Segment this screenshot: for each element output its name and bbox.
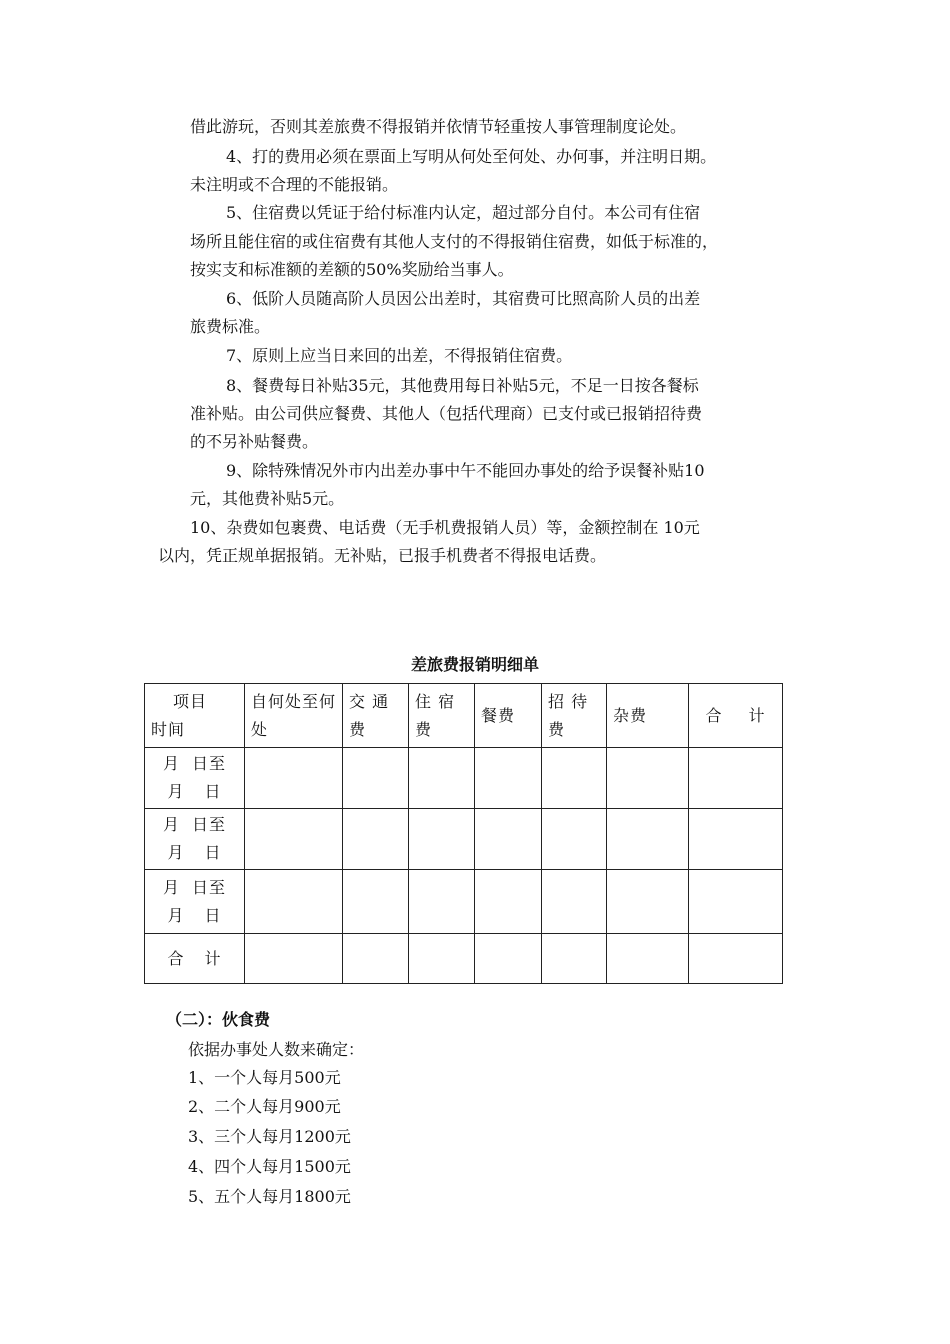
paragraph-line: 按实支和标准额的差额的50%奖励给当事人。 <box>190 260 514 279</box>
table-cell[interactable] <box>475 809 542 870</box>
table-cell[interactable] <box>409 870 475 934</box>
table-cell[interactable] <box>475 870 542 934</box>
list-item: 2、二个人每月900元 <box>188 1097 341 1116</box>
paragraph-line: 8、餐费每日补贴35元，其他费用每日补贴5元，不足一日按各餐标 <box>226 376 699 395</box>
table-cell[interactable] <box>245 809 343 870</box>
table-cell[interactable] <box>343 748 409 809</box>
paragraph-line: 7、原则上应当日来回的出差，不得报销住宿费。 <box>226 346 573 365</box>
table-cell[interactable] <box>409 748 475 809</box>
paragraph-line: 准补贴。由公司供应餐费、其他人（包括代理商）已支付或已报销招待费 <box>190 404 703 423</box>
table-cell[interactable] <box>409 809 475 870</box>
header-cell-entertainment: 招 待 费 <box>542 684 607 748</box>
paragraph-line: 以内，凭正规单据报销。无补贴，已报手机费者不得报电话费。 <box>158 546 607 565</box>
date-range-cell <box>145 748 245 809</box>
date-range-cell <box>145 870 245 934</box>
table-cell[interactable] <box>245 748 343 809</box>
date-to-label: 月 日 <box>167 843 222 862</box>
header-cell-transport: 交 通 费 <box>343 684 409 748</box>
paragraph-line: 未注明或不合理的不能报销。 <box>190 175 399 194</box>
date-from-label: 月 日至 <box>162 815 227 834</box>
paragraph-line: 的不另补贴餐费。 <box>190 432 319 451</box>
paragraph-line: 10、杂费如包裹费、电话费（无手机费报销人员）等，金额控制在 10元 <box>190 518 700 537</box>
paragraph-line: 5、住宿费以凭证于给付标准内认定，超过部分自付。本公司有住宿 <box>226 203 701 222</box>
header-cell-lodging: 住 宿 费 <box>409 684 475 748</box>
paragraph-line: 4、打的费用必须在票面上写明从何处至何处、办何事，并注明日期。 <box>226 147 717 166</box>
expense-table <box>144 683 783 984</box>
date-to-label: 月 日 <box>167 905 222 925</box>
table-row <box>145 748 783 809</box>
table-cell[interactable] <box>689 934 783 984</box>
section-heading: （二）：伙食费 <box>166 1010 271 1029</box>
header-cell-total: 合 计 <box>689 684 783 748</box>
total-row-label: 合 计 <box>145 934 245 984</box>
table-header-row <box>145 684 783 748</box>
table-cell[interactable] <box>607 809 689 870</box>
table-cell[interactable] <box>607 748 689 809</box>
list-item: 1、一个人每月500元 <box>188 1068 341 1087</box>
header-item-label: 项目 <box>173 691 208 711</box>
header-corner-cell <box>145 684 245 748</box>
header-cell-misc: 杂费 <box>607 684 689 748</box>
table-cell[interactable] <box>245 870 343 934</box>
date-from-label: 月 日至 <box>162 754 227 773</box>
table-cell[interactable] <box>542 934 607 984</box>
table-cell[interactable] <box>409 934 475 984</box>
table-cell[interactable] <box>245 934 343 984</box>
table-cell[interactable] <box>343 809 409 870</box>
paragraph-line: 旅费标准。 <box>190 317 271 336</box>
table-cell[interactable] <box>343 870 409 934</box>
date-to-label: 月 日 <box>167 782 222 801</box>
date-range-cell <box>145 809 245 870</box>
list-item: 3、三个人每月1200元 <box>188 1127 351 1146</box>
table-cell[interactable] <box>607 870 689 934</box>
table-cell[interactable] <box>607 934 689 984</box>
table-total-row <box>145 934 783 984</box>
date-from-label: 月 日至 <box>162 877 227 897</box>
section-intro: 依据办事处人数来确定： <box>188 1040 365 1059</box>
table-cell[interactable] <box>475 934 542 984</box>
paragraph-line: 场所且能住宿的或住宿费有其他人支付的不得报销住宿费，如低于标准的， <box>190 232 719 251</box>
table-title: 差旅费报销明细单 <box>410 655 539 674</box>
table-row <box>145 870 783 934</box>
list-item: 4、四个人每月1500元 <box>188 1157 351 1176</box>
paragraph-line: 6、低阶人员随高阶人员因公出差时，其宿费可比照高阶人员的出差 <box>226 289 701 308</box>
table-cell[interactable] <box>689 809 783 870</box>
header-time-label: 时间 <box>151 719 186 739</box>
table-row <box>145 809 783 870</box>
header-cell-route: 自何处至何处 <box>245 684 343 748</box>
table-cell[interactable] <box>542 748 607 809</box>
paragraph-line: 借此游玩，否则其差旅费不得报销并依情节轻重按人事管理制度论处。 <box>190 117 687 136</box>
paragraph-line: 9、除特殊情况外市内出差办事中午不能回办事处的给予误餐补贴10 <box>226 461 705 480</box>
table-cell[interactable] <box>542 809 607 870</box>
paragraph-line: 元，其他费补贴5元。 <box>190 489 345 508</box>
header-cell-meals: 餐费 <box>475 684 542 748</box>
table-cell[interactable] <box>343 934 409 984</box>
table-cell[interactable] <box>542 870 607 934</box>
table-cell[interactable] <box>689 748 783 809</box>
table-cell[interactable] <box>475 748 542 809</box>
table-cell[interactable] <box>689 870 783 934</box>
list-item: 5、五个人每月1800元 <box>188 1187 351 1206</box>
